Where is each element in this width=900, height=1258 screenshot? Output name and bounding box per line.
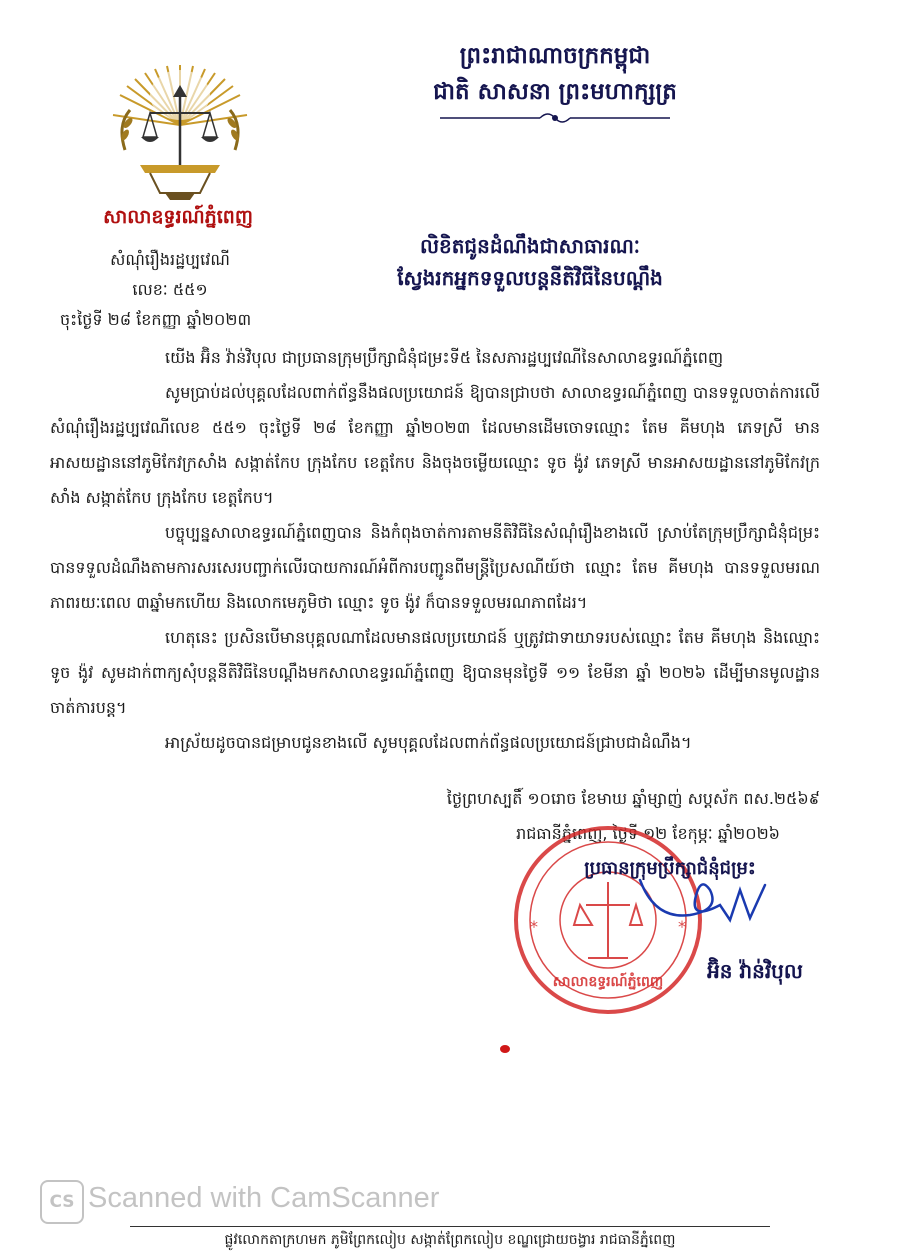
kingdom-line-2: ជាតិ សាសនា ព្រះមហាក្សត្រ bbox=[433, 79, 677, 105]
signer-name: អ៊ិន វ៉ាន់វិបុល bbox=[707, 959, 803, 983]
notice-title-line-1: លិខិតជូនដំណឹងជាសាធារណៈ bbox=[420, 234, 640, 258]
notice-body bbox=[50, 340, 820, 760]
paragraph-1: យើង អ៊ិន វ៉ាន់វិបុល ជាប្រធានក្រុមប្រឹក្សាជំនុំជម្រះទី៥ នៃសភារដ្ឋប្បវេណីនៃសាលាឧទ្ធរណ៍ភ្នំពេញ bbox=[165, 348, 724, 367]
red-mark bbox=[500, 1045, 510, 1053]
case-date: ចុះថ្ងៃទី ២៨ ខែកញ្ញា ឆ្នាំ២០២៣ bbox=[60, 310, 252, 329]
court-name: សាលាឧទ្ធរណ៍ភ្នំពេញ bbox=[103, 206, 253, 228]
paragraph-3: បច្ចុប្បន្នសាលាឧទ្ធរណ៍ភ្នំពេញបាន និងកំពុងចាត់ការតាមនីតិវិធីនៃសំណុំរឿងខាងលើ ស្រាប់តែក្រុមប្រឹក្សាជំនុំជម្រះបានទទួលដំណឹងតាមការសរសេរបញ្ជាក់លើរបាយការណ៍អំពីការបញ្ជូនពីមន្ត្រីប្រៃសណីយ៍ថា ឈ្មោះ តែម គីមហុង បានទទួលមរណភាពរយៈពេល ៣ឆ្នាំមកហើយ និងលោកមេភូមិថា ឈ្មោះ ទូច ង៉ូវ ក៏បានទទួលមរណភាពដែរ។ bbox=[50, 523, 820, 612]
camscanner-logo-icon: CS bbox=[40, 1180, 84, 1224]
solar-date: រាជធានីភ្នំពេញ, ថ្ងៃទី ១២ ខែកុម្ភៈ ឆ្នាំ២០២៦ bbox=[516, 824, 780, 843]
kingdom-line-1: ព្រះរាជាណាចក្រកម្ពុជា bbox=[459, 43, 651, 69]
case-type: សំណុំរឿងរដ្ឋប្បវេណី bbox=[110, 250, 230, 269]
svg-text:*: * bbox=[678, 917, 686, 936]
signer-title: ប្រធានក្រុមប្រឹក្សាជំនុំជម្រះ bbox=[584, 858, 756, 879]
svg-text:*: * bbox=[530, 917, 538, 936]
watermark-text: Scanned with CamScanner bbox=[88, 1182, 440, 1214]
ornament-divider-icon bbox=[430, 108, 680, 128]
signature-icon bbox=[600, 860, 790, 930]
notice-title bbox=[300, 230, 760, 294]
footer-divider bbox=[130, 1226, 770, 1227]
paragraph-4: ហេតុនេះ ប្រសិនបើមានបុគ្គលណាដែលមានផលប្រយោជន៍ ឬត្រូវជាទាយាទរបស់ឈ្មោះ តែម គីមហុង និងឈ្មោះ ទូច ង៉ូវ សូមដាក់ពាក្យសុំបន្តនីតិវិធីនៃបណ្តឹងមកសាលាឧទ្ធរណ៍ភ្នំពេញ ឱ្យបានមុនថ្ងៃទី ១១ ខែមីនា ឆ្នាំ ២០២៦ ដើម្បីមានមូលដ្ឋានចាត់ការបន្ត។ bbox=[50, 628, 820, 717]
paragraph-5: អាស្រ័យដូចបានជម្រាបជូនខាងលើ សូមបុគ្គលដែលពាក់ព័ន្ធផលប្រយោជន៍ជ្រាបជាដំណឹង។ bbox=[165, 733, 692, 752]
camscanner-watermark bbox=[40, 1180, 560, 1230]
notice-title-line-2: ស្វែងរកអ្នកទទួលបន្តនីតិវិធីនៃបណ្តឹង bbox=[397, 266, 663, 290]
kingdom-heading bbox=[330, 38, 780, 110]
case-reference-block bbox=[40, 245, 300, 335]
court-emblem-icon bbox=[95, 55, 265, 205]
footer-address: ផ្លូវលោកតាក្រហមក ភូមិព្រែកលៀប សង្កាត់ព្រែកលៀប ខណ្ឌជ្រោយចង្វារ រាជធានីភ្នំពេញ bbox=[224, 1232, 676, 1248]
lunar-date: ថ្ងៃព្រហស្បតិ៍ ១០រោច ខែមាឃ ឆ្នាំម្សាញ់ សប្តស័ក ពស.២៥៦៩ bbox=[446, 789, 820, 808]
stamp-text: សាលាឧទ្ធរណ៍ភ្នំពេញ bbox=[552, 974, 664, 990]
paragraph-2: សូមប្រាប់ដល់បុគ្គលដែលពាក់ព័ន្ធនឹងផលប្រយោជន៍ ឱ្យបានជ្រាបថា សាលាឧទ្ធរណ៍ភ្នំពេញ បានទទួលចាត់ការលើសំណុំរឿងរដ្ឋប្បវេណីលេខ ៥៥១ ចុះថ្ងៃទី ២៨ ខែកញ្ញា ឆ្នាំ២០២៣ ដែលមានដើមចោទឈ្មោះ តែម គីមហុង ភេទស្រី មានអាសយដ្ឋាននៅភូមិកែវក្រសាំង សង្កាត់កែប ក្រុងកែប ខេត្តកែប និងចុងចម្លើយឈ្មោះ ទូច ង៉ូវ ភេទស្រី មានអាសយដ្ឋាននៅភូមិកែវក្រសាំង សង្កាត់កែប ក្រុងកែប ខេត្តកែប។ bbox=[50, 383, 820, 507]
case-number: លេខៈ ៥៥១ bbox=[132, 280, 208, 299]
